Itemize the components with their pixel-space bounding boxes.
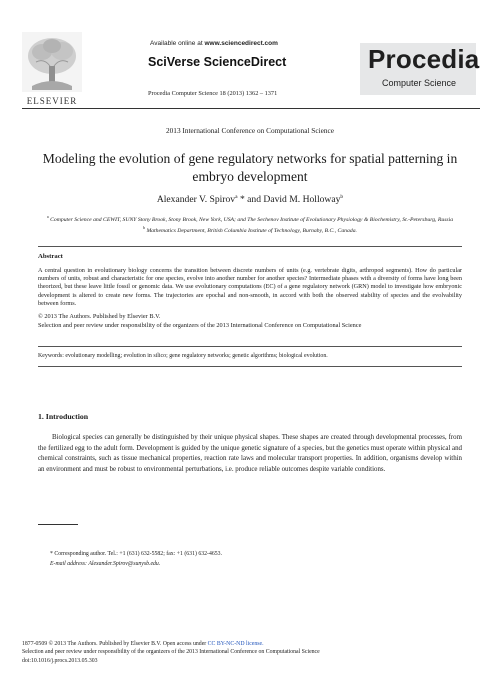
platform-name: SciVerse ScienceDirect: [148, 55, 287, 69]
abstract-top-rule: [38, 246, 462, 247]
corresponding-marker: *: [237, 194, 248, 206]
affiliation-text: Mathematics Department, British Columbia Institute of Technology, Burnaby, B.C., Canada.: [145, 228, 357, 235]
affiliation-marker: b: [340, 194, 344, 200]
corresponding-author-footnote: * Corresponding author. Tel.: +1 (631) 632-5582; fax: +1 (631) 632-4653.: [50, 551, 223, 557]
author-name: David M. Holloway: [263, 194, 341, 206]
sciencedirect-link[interactable]: www.sciencedirect.com: [204, 40, 278, 47]
footnote-rule: [38, 524, 78, 525]
footer-doi[interactable]: doi:10.1016/j.procs.2013.05.303: [22, 657, 98, 664]
abstract-copyright: [38, 313, 462, 330]
footer-issn-line: [22, 640, 482, 648]
affiliations: [38, 213, 462, 236]
license-link[interactable]: CC BY-NC-ND license.: [207, 641, 264, 647]
footer-peer-review: Selection and peer review under responsibility of the organizers of the 2013 International Conference on Computational Science: [22, 649, 320, 656]
copyright-line: © 2013 The Authors. Published by Elsevier B.V.: [38, 313, 161, 320]
paper-title: Modeling the evolution of gene regulatory networks for spatial patterning in embryo development: [42, 151, 458, 184]
page-footer: [22, 640, 482, 665]
journal-citation: Procedia Computer Science 18 (2013) 1362 – 1371: [148, 90, 278, 97]
affiliation-marker: b: [143, 225, 146, 231]
keywords-text: evolutionary modelling; evolution in silico; gene regulatory networks; genetic algorithms; biological evolution.: [63, 353, 328, 359]
header-divider: [22, 108, 480, 109]
keywords-label: Keywords:: [38, 353, 64, 359]
email-label: E-mail address:: [50, 561, 87, 567]
abstract-text: A central question in evolutionary biology concerns the transition between discrete numbers of units (e.g. vertebrate digits, arthropod segments). How do particular numbers of units, robust and characteristic for one species, evolve into another number for another species? Intermediate phases with a diversity of forms have long been theorized, but these leave little fossil or genomic data. We use evolutionary computations (EC) of a gene regulatory network (GRN) model to investigate how embryonic development is altered to create new forms. The trajectories are epochal and non-smooth, in accord with both the observed stability of species and the evolvability between forms.: [38, 267, 462, 307]
conference-name: 2013 International Conference on Computational Science: [166, 126, 334, 135]
section-heading: 1. Introduction: [38, 412, 89, 421]
available-online-line: [150, 40, 278, 47]
affiliation-marker: a: [46, 214, 49, 219]
footer-copyright: 1877-0509 © 2013 The Authors. Published by Elsevier B.V. Open access under: [22, 641, 208, 647]
email-address[interactable]: Alexander.Spirov@sunysb.edu.: [86, 561, 161, 567]
elsevier-tree-icon: [22, 32, 82, 92]
procedia-brand-subtitle: Computer Science: [382, 78, 457, 88]
keywords-bottom-rule: [38, 366, 462, 367]
introduction-paragraph: Biological species can generally be distinguished by their unique physical shapes. These shapes are created through developmental processes, from the fertilized egg to the adult form. Development is guided by the unique genetic signature of a species, but the genetics must operate within physical and chemical constraints, such as tissue mechanical properties, reaction rate laws and molecular transport properties. In addition, organisms develop within an environment and must be robust to environmental perturbations, i.e. produce reliable outcomes despite variable conditions.: [38, 434, 462, 473]
author-conjunction: and: [247, 194, 264, 206]
affiliation-text: Computer Science and CEWIT, SUNY Stony Brook, Stony Brook, New York, USA; and The Sechenov Institute of Evolutionary Physiology & Biochemistry, St.-Petersburg, Russia: [48, 216, 454, 223]
procedia-brand-title: Procedia: [368, 44, 480, 74]
available-prefix: Available online at: [150, 40, 203, 47]
affiliation-marker: a: [235, 194, 238, 200]
keywords-top-rule: [38, 346, 462, 347]
author-name: Alexander V. Spirov: [156, 194, 236, 206]
affiliation-a: [38, 213, 462, 224]
affiliation-b: [38, 224, 462, 235]
elsevier-wordmark: ELSEVIER: [26, 96, 78, 106]
author-list: [0, 194, 500, 205]
keywords: [38, 353, 462, 359]
peer-review-line: Selection and peer review under responsibility of the organizers of the 2013 International Conference on Computational Science: [38, 321, 362, 329]
email-footnote: [50, 561, 160, 567]
elsevier-logo: [22, 32, 82, 104]
abstract-heading: Abstract: [38, 253, 63, 260]
